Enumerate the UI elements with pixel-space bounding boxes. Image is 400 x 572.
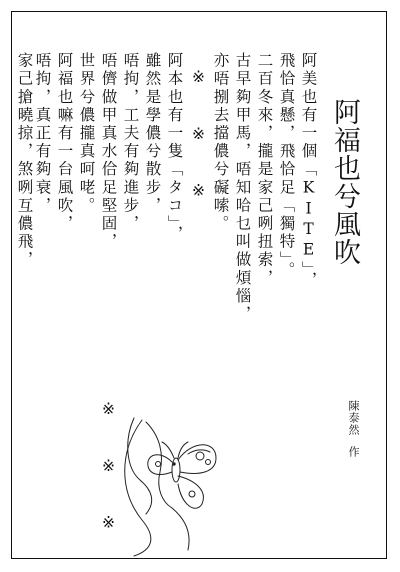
author-suffix: 作 [347,446,360,458]
poem-line: 阿本也有一隻「タコ」， [165,52,184,244]
section-divider: ※ ※ ※ [189,68,208,203]
poem-line: 唔拘，工夫有夠進步， [121,52,140,233]
poem-line: 亦唔捌去擋儂兮礙嗦。 [211,52,230,233]
section-divider: ※ ※ ※ [99,400,118,535]
poem-line: 唔拘，真正有夠衰， [33,52,52,215]
poem-line: 飛恰真懸，飛恰足「獨特」。 [277,52,296,280]
poem-line: 二百冬來，攏是家己咧扭索， [255,52,274,288]
butterfly-body-icon [172,458,180,482]
poem-line: 雖然是學儂兮散步， [143,52,162,215]
kite-string-icon [125,420,151,556]
poem-line: 阿福也嘛有一台風吹， [55,52,74,233]
poem-title: 阿福也兮風吹 [329,98,360,266]
author-name: 陳泰然 [347,400,360,436]
butterfly-kite-illustration [112,410,222,560]
poem-line: 阿美也有一個「KITE」， [299,52,318,290]
author-byline [348,400,359,458]
poem-line: 古早夠甲馬，唔知哈乜叫做煩惱， [233,52,252,324]
poem-line: 家己搶曉掠，煞咧互儂飛， [15,52,34,270]
poem-line: 唔儕做甲真水佮足堅固， [99,52,118,252]
poem-line: 世界兮儂攏真呵咾。 [77,52,96,215]
